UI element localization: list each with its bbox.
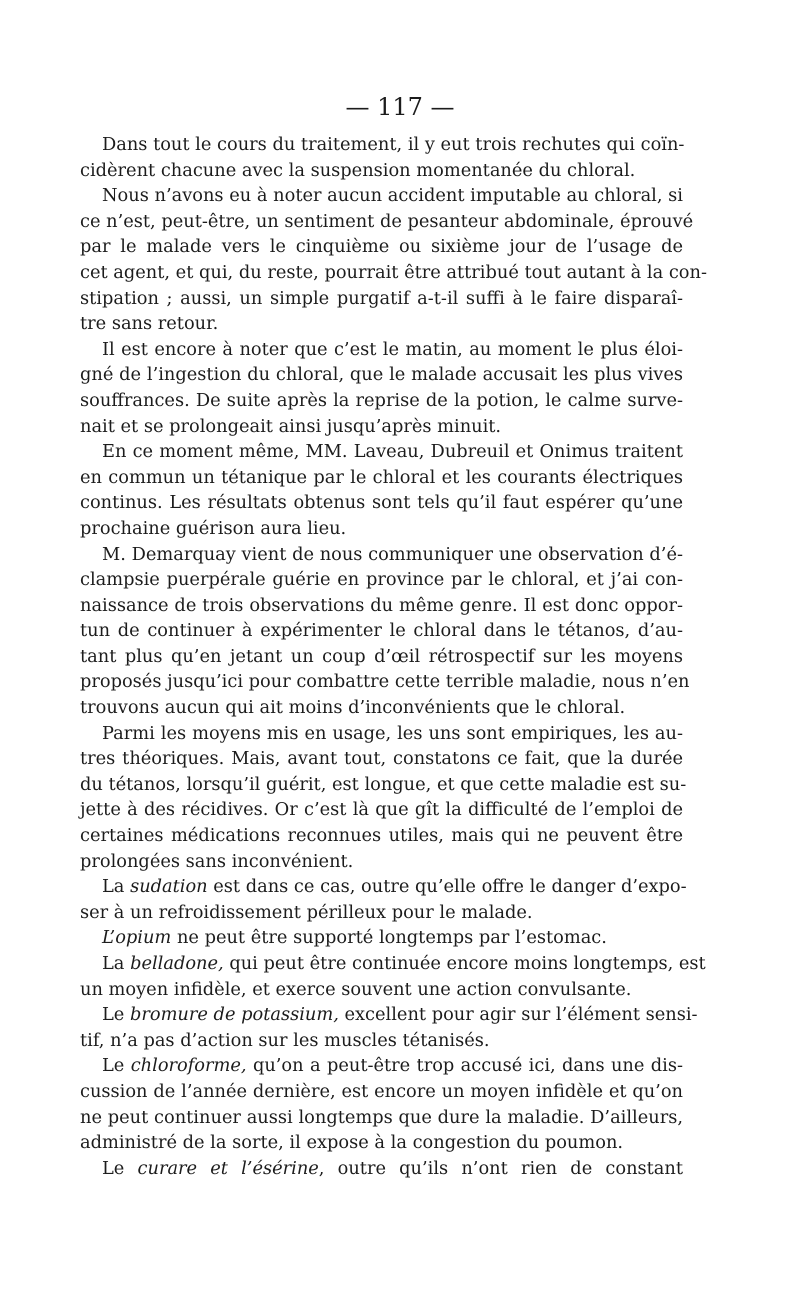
text-line-start: La	[102, 953, 131, 974]
italic-term: belladone,	[130, 953, 224, 974]
text-line: continus. Les résultats obtenus sont tels qu’il faut espérer qu’une	[80, 492, 683, 514]
page-number: — 117 —	[345, 93, 455, 121]
text-line: trouvons aucun qui ait moins d’inconvénients que le chloral.	[80, 697, 626, 719]
page-body-text	[80, 132, 707, 1181]
text-line-start: Le	[102, 1004, 130, 1026]
text-line: en commun un tétanique par le chloral et les courants électriques	[80, 466, 683, 488]
text-line: stipation ; aussi, un simple purgatif a-t-il suffi à le faire disparaî-	[80, 287, 683, 309]
text-line: prochaine guérison aura lieu.	[80, 517, 347, 539]
text-line	[80, 951, 706, 977]
text-line: cet agent, et qui, du reste, pourrait être attribué tout autant à la con-	[80, 261, 707, 283]
text-line	[80, 1053, 683, 1079]
text-line-rest: qu’on a peut-être trop accusé ici, dans une dis-	[246, 1055, 683, 1077]
italic-term: curare et l’ésérine	[137, 1157, 319, 1179]
text-line: tant plus qu’en jetant un coup d’œil rétrospectif sur les moyens	[80, 645, 683, 667]
text-line: par le malade vers le cinquième ou sixième jour de l’usage de	[80, 236, 683, 258]
text-line: clampsie puerpérale guérie en province par le chloral, et j’ai con-	[80, 569, 683, 591]
text-line: Parmi les moyens mis en usage, les uns sont empiriques, les au-	[102, 722, 683, 744]
text-line: prolongées sans inconvénient.	[80, 850, 354, 872]
text-line: tun de continuer à expérimenter le chloral dans le tétanos, d’au-	[80, 620, 683, 642]
text-line: administré de la sorte, il expose à la congestion du poumon.	[80, 1132, 624, 1154]
text-line: cussion de l’année dernière, est encore un moyen infidèle et qu’on	[80, 1080, 683, 1102]
text-line	[80, 1156, 683, 1182]
text-line: cidèrent chacune avec la suspension momentanée du chloral.	[80, 159, 636, 181]
text-line: tres théoriques. Mais, avant tout, constatons ce fait, que la durée	[80, 748, 683, 770]
text-line: tif, n’a pas d’action sur les muscles tétanisés.	[80, 1029, 490, 1051]
text-line-start: Le	[102, 1157, 138, 1179]
text-line-rest: excellent pour agir sur l’élément sensi-	[338, 1004, 698, 1026]
text-line: Dans tout le cours du traitement, il y eut trois rechutes qui coïn-	[102, 134, 685, 155]
text-line: du tétanos, lorsqu’il guérit, est longue, et que cette maladie est su-	[80, 773, 687, 795]
text-line: ne peut continuer aussi longtemps que dure la maladie. D’ailleurs,	[80, 1106, 683, 1128]
italic-term: bromure de potassium,	[129, 1004, 339, 1026]
text-line: un moyen infidèle, et exerce souvent une action convulsante.	[80, 978, 632, 1000]
text-line-rest: ne peut être supporté longtemps par l’estomac.	[171, 927, 607, 949]
text-line: En ce moment même, MM. Laveau, Dubreuil et Onimus traitent	[102, 441, 683, 463]
text-line: naissance de trois observations du même genre. Il est donc oppor-	[80, 594, 683, 616]
text-line: proposés jusqu’ici pour combattre cette terrible maladie, nous n’en	[80, 671, 690, 693]
text-line: souffrances. De suite après la reprise de la potion, le calme surve-	[80, 389, 683, 411]
text-block	[80, 132, 707, 1181]
text-line-start: La	[102, 876, 131, 898]
text-line: gné de l’ingestion du chloral, que le malade accusait les plus vives	[80, 364, 683, 386]
text-line: certaines médications reconnues utiles, mais qui ne peuvent être	[80, 825, 683, 847]
italic-term: L’opium	[102, 927, 172, 949]
italic-term: sudation	[130, 876, 208, 898]
text-line-rest: est dans ce cas, outre qu’elle offre le danger d’expo-	[207, 876, 687, 898]
italic-term: chloroforme,	[130, 1055, 247, 1077]
text-line: M. Demarquay vient de nous communiquer une observation d’é-	[102, 543, 683, 565]
text-line: Nous n’avons eu à noter aucun accident imputable au chloral, si	[102, 185, 683, 207]
text-line: tre sans retour.	[80, 313, 219, 335]
text-line-rest: , outre qu’ils n’ont rien de constant	[318, 1157, 683, 1179]
text-line	[80, 1002, 698, 1028]
text-line: ser à un refroidissement périlleux pour le malade.	[80, 901, 533, 923]
text-line: nait et se prolongeait ainsi jusqu’après minuit.	[80, 415, 502, 437]
text-line	[80, 925, 683, 951]
text-line-start: Le	[102, 1055, 131, 1077]
text-line: Il est encore à noter que c’est le matin, au moment le plus éloi-	[102, 338, 683, 360]
text-line: jette à des récidives. Or c’est là que gît la difficulté de l’emploi de	[80, 799, 683, 821]
text-line: ce n’est, peut-être, un sentiment de pesanteur abdominale, éprouvé	[80, 210, 694, 232]
text-line-rest: qui peut être continuée encore moins longtemps, est	[223, 953, 706, 974]
text-line	[80, 874, 687, 900]
